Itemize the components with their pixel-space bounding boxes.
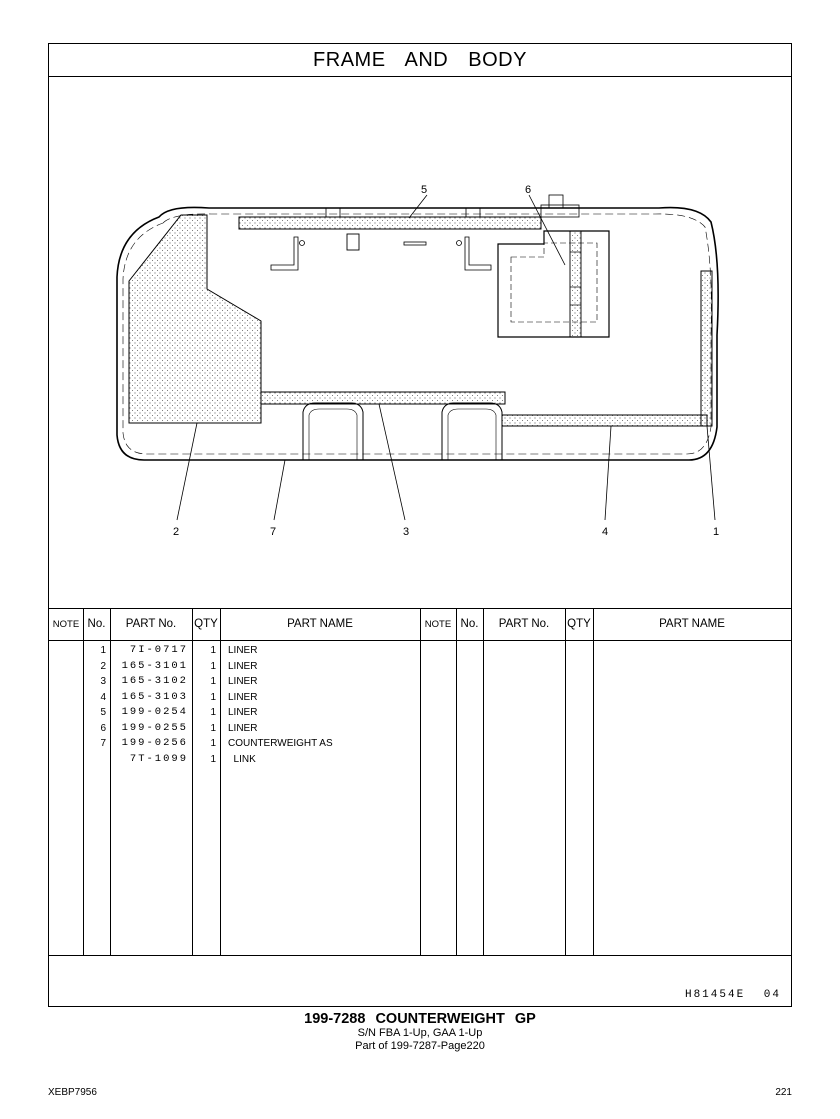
row-part-no: 7T-1099: [129, 752, 188, 765]
column-divider: [420, 609, 421, 956]
row-part-no: 7I-0717: [129, 644, 188, 656]
row-qty: 1: [210, 722, 216, 734]
column-divider: [456, 609, 457, 956]
header-part-no-right: PART No.: [498, 618, 550, 630]
row-part-no: 165-3101: [121, 659, 188, 672]
row-no: 1: [100, 645, 106, 656]
document-id: XEBP7956: [48, 1087, 97, 1098]
row-name: COUNTERWEIGHT AS: [228, 738, 333, 749]
column-divider: [593, 609, 594, 956]
row-name: LINK: [228, 753, 256, 765]
callout-2: 2: [172, 526, 180, 538]
column-divider: [483, 609, 484, 956]
counterweight-illustration: [49, 77, 791, 608]
row-part-no: 199-0256: [121, 737, 188, 749]
callout-6: 6: [524, 184, 532, 196]
header-part-name-right: PART NAME: [659, 618, 725, 630]
row-qty: 1: [210, 676, 216, 687]
row-name: LINER: [228, 722, 258, 734]
row-no: 3: [100, 676, 106, 687]
column-divider: [565, 609, 566, 956]
row-no: 2: [100, 660, 106, 672]
row-name: LINER: [228, 676, 258, 687]
row-qty: 1: [210, 645, 216, 656]
row-no: 4: [100, 691, 106, 703]
parts-table: [49, 608, 791, 955]
header-note-right: NOTE: [424, 619, 452, 630]
row-no: 5: [100, 707, 106, 718]
row-qty: 1: [210, 660, 216, 672]
page-number: 221: [775, 1087, 792, 1098]
header-part-name: PART NAME: [287, 618, 353, 630]
row-part-no: 199-0255: [121, 721, 188, 734]
row-name: LINER: [228, 691, 258, 703]
callout-3: 3: [402, 526, 410, 538]
header-note: NOTE: [52, 619, 80, 630]
header-qty: QTY: [194, 618, 218, 630]
callout-1: 1: [712, 526, 720, 538]
row-qty: 1: [210, 753, 216, 765]
page-frame: [48, 43, 792, 1007]
row-name: LINER: [228, 645, 258, 656]
row-qty: 1: [210, 691, 216, 703]
row-part-no: 199-0254: [121, 706, 188, 718]
header-part-no: PART No.: [125, 618, 177, 630]
header-no: No.: [87, 618, 106, 630]
group-title: 199-7288 COUNTERWEIGHT GP: [304, 1011, 536, 1027]
row-qty: 1: [210, 738, 216, 749]
column-divider: [220, 609, 221, 956]
parts-drawing: [49, 77, 791, 608]
row-part-no: 165-3103: [121, 690, 188, 703]
callout-4: 4: [601, 526, 609, 538]
row-no: 6: [100, 722, 106, 734]
row-part-no: 165-3102: [121, 675, 188, 687]
page-title: FRAME AND BODY: [49, 44, 791, 77]
illustration-id: H81454E 04: [684, 989, 781, 1001]
row-name: LINER: [228, 707, 258, 718]
header-no-right: No.: [460, 618, 479, 630]
row-no: 7: [100, 738, 106, 749]
callout-7: 7: [269, 526, 277, 538]
part-of-reference: Part of 199-7287-Page220: [355, 1040, 485, 1052]
header-qty-right: QTY: [567, 618, 591, 630]
illustration-band: [49, 955, 791, 1006]
callout-5: 5: [420, 184, 428, 196]
row-qty: 1: [210, 707, 216, 718]
row-name: LINER: [228, 660, 258, 672]
serial-range: S/N FBA 1-Up, GAA 1-Up: [357, 1027, 483, 1039]
